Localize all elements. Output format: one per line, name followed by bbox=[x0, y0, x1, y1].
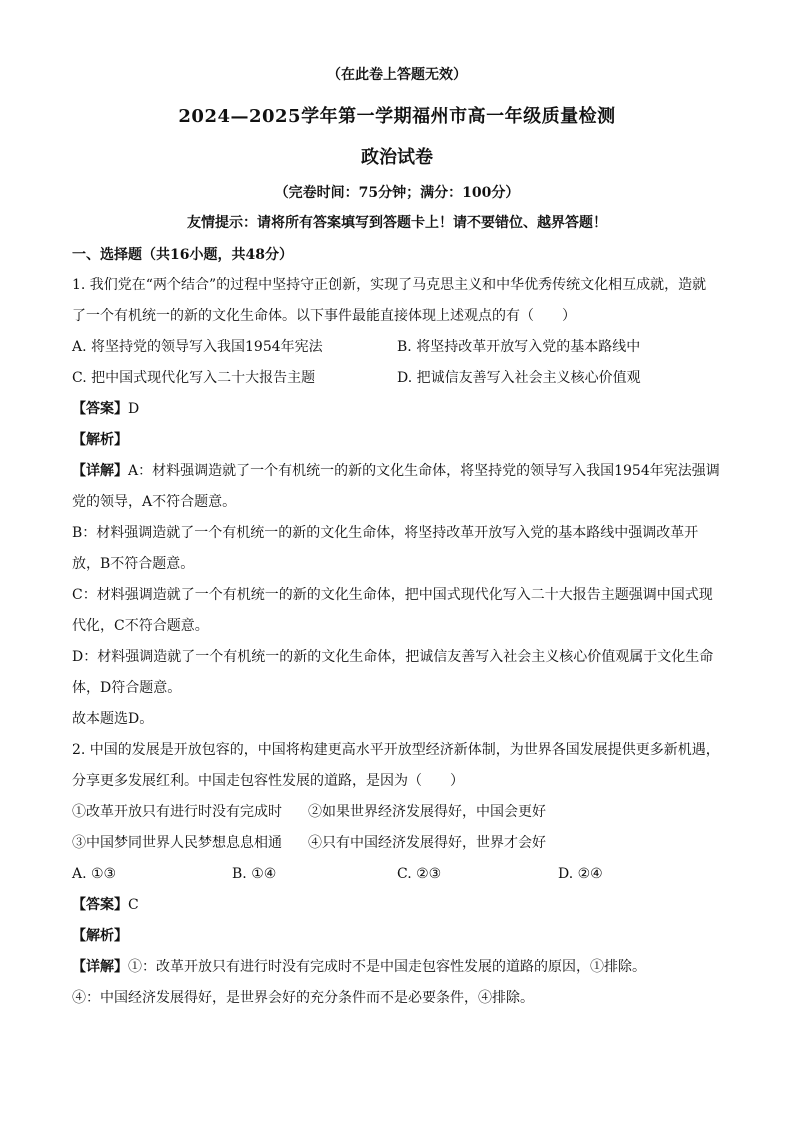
q1-detail-b-line1: B：材料强调造就了一个有机统一的新的文化生命体，将坚持改革开放写入党的基本路线中强调改革开 bbox=[72, 525, 699, 541]
q1-detail-c-line2: 代化，C不符合题意。 bbox=[72, 618, 209, 634]
q2-answer bbox=[72, 895, 724, 915]
q2-detail-4: ④：中国经济发展得好，是世界会好的充分条件而不是必要条件，④排除。 bbox=[72, 990, 534, 1006]
q1-stem-line2: 了一个有机统一的新的文化生命体。以下事件最能直接体现上述观点的有（ ） bbox=[72, 308, 576, 324]
q1-stem-line1: 1. 我们党在“两个结合”的过程中坚持守正创新，实现了马克思主义和中华优秀传统文化相互成就，造就 bbox=[72, 277, 707, 293]
answer-value: C bbox=[128, 897, 139, 913]
q2-item-4: ④只有中国经济发展得好，世界才会好 bbox=[308, 835, 546, 851]
friendly-tips: 友情提示：请将所有答案填写到答题卡上！请不要错位、越界答题！ bbox=[187, 215, 607, 231]
detail-label: 【详解】 bbox=[72, 959, 128, 975]
q1-option-c: C. 把中国式现代化写入二十大报告主题 bbox=[72, 370, 316, 386]
section-title: 一、选择题（共16小题，共48分） bbox=[72, 247, 293, 263]
q2-option-b: B. ①④ bbox=[232, 866, 277, 882]
answer-label: 【答案】 bbox=[72, 897, 128, 913]
q1-detail-b-line2: 放，B不符合题意。 bbox=[72, 556, 195, 572]
subject-title: 政治试卷 bbox=[361, 147, 433, 168]
q1-detail-c-line1: C：材料强调造就了一个有机统一的新的文化生命体，把中国式现代化写入二十大报告主题强调中国式现 bbox=[72, 587, 713, 603]
detail-label: 【详解】 bbox=[72, 463, 128, 479]
q1-detail-a-line1 bbox=[72, 461, 724, 481]
q2-option-c: C. ②③ bbox=[397, 866, 442, 882]
exam-meta: （完卷时间：75分钟；满分：100分） bbox=[274, 185, 520, 201]
answer-value: D bbox=[128, 401, 140, 417]
q1-option-b: B. 将坚持改革开放写入党的基本路线中 bbox=[397, 339, 641, 355]
q1-answer bbox=[72, 399, 724, 419]
q1-analysis-label: 【解析】 bbox=[72, 432, 128, 448]
q2-item-1: ①改革开放只有进行时没有完成时 bbox=[72, 804, 282, 820]
q1-detail-a-line2: 党的领导，A不符合题意。 bbox=[72, 494, 237, 510]
exam-title: 2024—2025学年第一学期福州市高一年级质量检测 bbox=[178, 106, 616, 127]
answer-label: 【答案】 bbox=[72, 401, 128, 417]
detail-text: A：材料强调造就了一个有机统一的新的文化生命体，将坚持党的领导写入我国1954年宪法强调 bbox=[128, 463, 720, 479]
q2-analysis-label: 【解析】 bbox=[72, 928, 128, 944]
detail-text: ①：改革开放只有进行时没有完成时不是中国走包容性发展的道路的原因，①排除。 bbox=[128, 959, 646, 975]
q2-option-d: D. ②④ bbox=[558, 866, 603, 882]
q1-option-a: A. 将坚持党的领导写入我国1954年宪法 bbox=[72, 339, 323, 355]
q1-detail-d-line1: D：材料强调造就了一个有机统一的新的文化生命体，把诚信友善写入社会主义核心价值观属于文化生命 bbox=[72, 649, 714, 665]
q2-item-3: ③中国梦同世界人民梦想息息相通 bbox=[72, 835, 282, 851]
q1-option-d: D. 把诚信友善写入社会主义核心价值观 bbox=[397, 370, 641, 386]
q2-detail-1 bbox=[72, 957, 724, 977]
q2-stem-line1: 2. 中国的发展是开放包容的，中国将构建更高水平开放型经济新体制，为世界各国发展提供更多新机遇， bbox=[72, 742, 720, 758]
q2-stem-line2: 分享更多发展红利。中国走包容性发展的道路，是因为（ ） bbox=[72, 773, 464, 789]
q1-conclusion: 故本题选D。 bbox=[72, 711, 154, 727]
notice-text: （在此卷上答题无效） bbox=[327, 67, 467, 83]
q1-detail-d-line2: 体，D符合题意。 bbox=[72, 680, 182, 696]
q2-item-2: ②如果世界经济发展得好，中国会更好 bbox=[308, 804, 546, 820]
q2-option-a: A. ①③ bbox=[72, 866, 117, 882]
